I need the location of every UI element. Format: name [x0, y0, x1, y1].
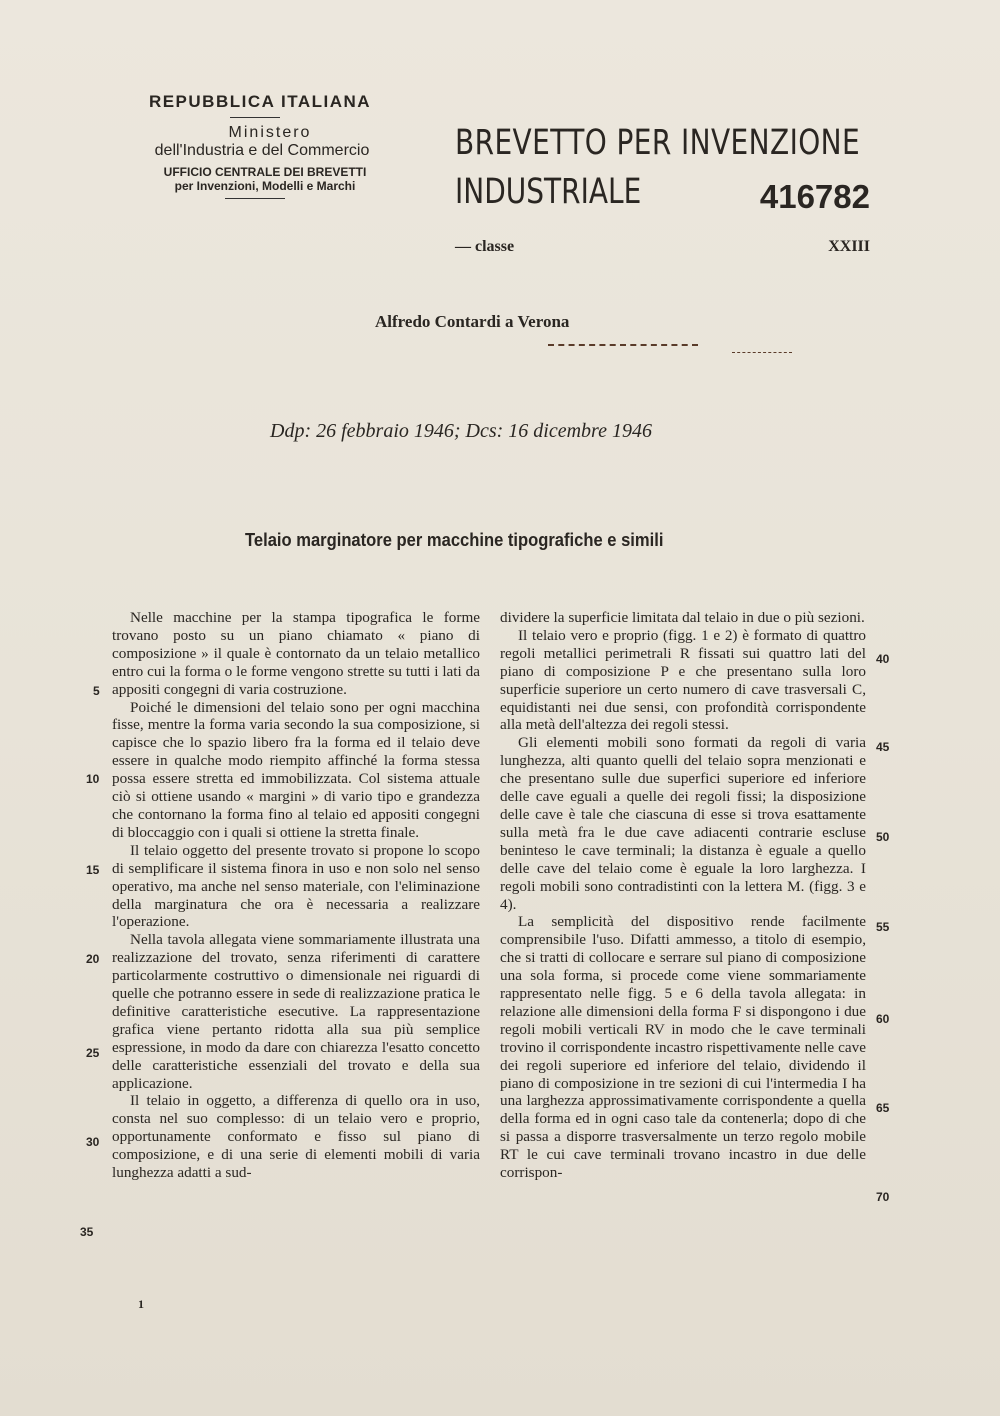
- class-value: XXIII: [828, 238, 870, 255]
- paragraph: Poiché le dimensioni del telaio sono per ogni macchina fisse, mentre la forma varia secondo la sua composizione, si capisce che lo spazio libero fra la forma ed il telaio deve essere in qualche modo riempito affinché la forma stessa possa essere stretta ed immobilizzata. Col sistema attuale ciò si ottiene usando « margini » di vario tipo e grandezza che contornano la forma fino al telaio ed appositi congegni di bloccaggio con i quali si ottiene la stretta finale.: [112, 698, 480, 841]
- line-number: 35: [80, 1225, 94, 1239]
- line-number: 65: [876, 1101, 890, 1115]
- line-number: 15: [86, 863, 100, 877]
- line-number: 60: [876, 1012, 890, 1026]
- paragraph: Il telaio vero e proprio (figg. 1 e 2) è formato di quattro regoli metallici perimetrali R fissati sui quattro lati del piano di composizione P e che presentano sulla loro superficie superiore un certo numero di cave trasversali C, equidistanti nei due sensi, con profondità corrispondente alla metà dell'altezza dei regoli stessi.: [500, 626, 866, 734]
- line-number: 40: [876, 652, 890, 666]
- line-number: 10: [86, 772, 100, 786]
- line-number: 20: [86, 952, 100, 966]
- line-number: 50: [876, 830, 890, 844]
- ink-underline: [548, 344, 698, 346]
- line-number: 70: [876, 1190, 890, 1204]
- class-label: — classe: [455, 238, 515, 255]
- paragraph: Il telaio in oggetto, a differenza di quello ora in uso, consta nel suo complesso: di un telaio vero e proprio, opportunamente conformato e fisso sul piano di composizione, e di una serie di elementi mobili di varia lunghezza adatti a sud-: [112, 1092, 480, 1182]
- paragraph: Gli elementi mobili sono formati da regoli di varia lunghezza, alti quanto quelli del telaio sopra menzionati e che presentano sulle due superfici superiore ed inferiore delle cave eguali a quelle dei regoli fissi; la disposizione delle cave è tale che ciascuna di esse si trova esattamente sulla metà fra le due cave adiacenti contrarie escluse beninteso le cave terminali; la distanza è eguale a quello delle cave del telaio come è eguale la loro larghezza. I regoli mobili sono contradistinti con la lettera M. (figg. 3 e 4).: [500, 734, 866, 913]
- text-column-left: [112, 609, 480, 1182]
- author-line: Alfredo Contardi a Verona: [375, 312, 570, 331]
- ink-mark: [732, 352, 792, 353]
- patent-title-line-1: BREVETTO PER INVENZIONE: [455, 123, 861, 163]
- paragraph: dividere la superficie limitata dal telaio in due o più sezioni.: [500, 609, 865, 626]
- document-title: Telaio marginatore per macchine tipografiche e simili: [245, 530, 664, 550]
- patent-number: 416782: [759, 178, 870, 215]
- line-number: 45: [876, 740, 890, 754]
- ministry-line-2: dell'Industria e del Commercio: [154, 142, 370, 159]
- office-line-1: UFFICIO CENTRALE DEI BREVETTI: [163, 165, 367, 179]
- ministry-line-1: Ministero: [228, 124, 312, 141]
- filing-dates: Ddp: 26 febbraio 1946; Dcs: 16 dicembre 1946: [270, 420, 652, 442]
- text-column-right: [500, 609, 866, 1182]
- line-number: 25: [86, 1046, 100, 1060]
- republic-heading: REPUBBLICA ITALIANA: [148, 92, 372, 111]
- office-line-2: per Invenzioni, Modelli e Marchi: [174, 179, 356, 193]
- line-number: 55: [876, 920, 890, 934]
- page-mark: 1: [138, 1297, 144, 1311]
- patent-title-line-2: INDUSTRIALE: [455, 172, 642, 212]
- patent-heading-block: [455, 120, 870, 255]
- paragraph: La semplicità del dispositivo rende facilmente comprensibile l'uso. Difatti ammesso, a titolo di esempio, che si tratti di collocare e serrare sul piano di composizione una sola forma, si procede come viene sommariamente rappresentato nelle figg. 5 e 6 della tavola allegata: in relazione alle dimensioni della forma F si dispongono i due regoli mobili verticali RV in modo che le cave terminali trovino il corrispondente incastro rispettivamente nelle cave dei regoli superiore ed inferiore del telaio, dividendo il piano di composizione in tre sezioni di cui l'intermedia I ha una larghezza approssimativamente corrispondente a quella della forma ed in ogni caso tale da contenerla; dopo di che si passa a disporre trasversalmente un terzo regolo mobile RT le cui cave terminali trovano incastro in due delle corrispon-: [500, 913, 866, 1182]
- divider: [230, 117, 280, 118]
- divider: [225, 198, 285, 199]
- paragraph: Nelle macchine per la stampa tipografica le forme trovano posto su un piano chiamato « piano di composizione » il quale è contornato da un telaio metallico entro cui la forma o le forme vengono strette su tutti i lati da appositi congegni di varia costruzione.: [112, 609, 480, 698]
- line-number: 30: [86, 1135, 100, 1149]
- line-number: 5: [93, 684, 100, 698]
- paragraph: Nella tavola allegata viene sommariamente illustrata una realizzazione del trovato, senza riferimenti di carattere particolarmente costruttivo o dimensionale nei riguardi di quelle che potranno essere in sede di realizzazione pratica le definitive caratteristiche esecutive. La rappresentazione grafica viene pertanto ridotta alla sua più semplice espressione, in modo da dare con chiarezza l'esatto concetto delle caratteristiche essenziali del trovato e della sua applicazione.: [112, 931, 480, 1092]
- paragraph: Il telaio oggetto del presente trovato si propone lo scopo di semplificare il sistema finora in uso e non solo nel senso operativo, ma anche nel senso materiale, con l'eliminazione della marginatura che ora è necessaria a realizzare l'operazione.: [112, 841, 480, 931]
- issuer-block: [100, 92, 410, 205]
